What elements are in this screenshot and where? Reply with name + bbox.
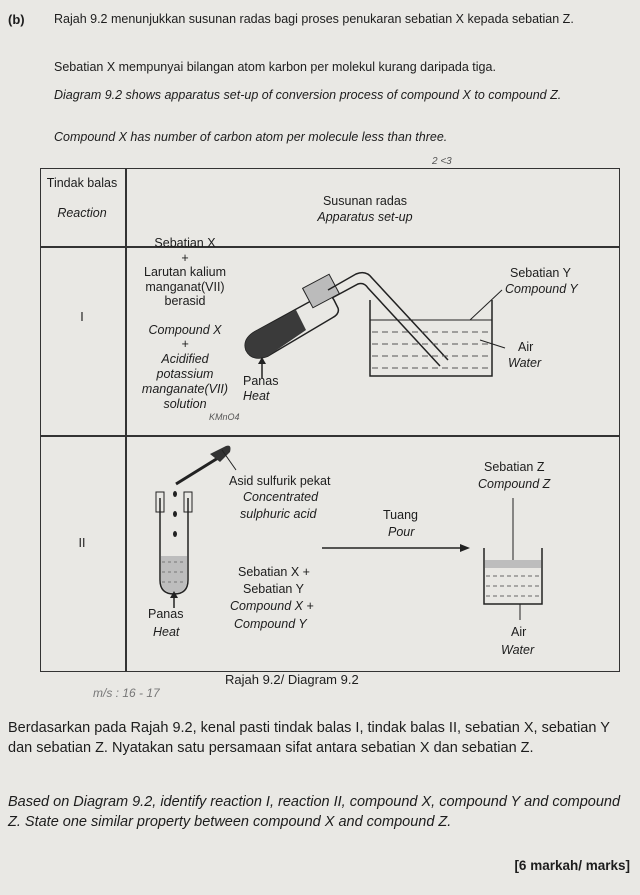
intro-english: Diagram 9.2 shows apparatus set-up of conversion process of compound X to compound Z.: [54, 88, 562, 102]
row1-water-ms: Air: [518, 340, 534, 354]
dropper-icon: [176, 446, 236, 484]
row2-product-en: Compound Z: [478, 477, 551, 491]
row1-handwritten: KMnO4: [209, 412, 240, 422]
row2-pour-en: Pour: [388, 525, 415, 539]
row2-product-ms: Sebatian Z: [484, 460, 545, 474]
row1-water-en: Water: [508, 356, 542, 370]
row2-mix-en-a: Compound X +: [230, 599, 314, 613]
row1-reagent-en-b: Acidified: [161, 352, 209, 366]
row1-reagent-ms-a: Sebatian X: [154, 236, 216, 250]
row1-reagent-en-plus: +: [181, 337, 189, 351]
row2-acid-ms: Asid sulfurik pekat: [229, 474, 331, 488]
row1-reagent-ms-b: Larutan kalium: [144, 265, 226, 279]
row1-product-ms: Sebatian Y: [510, 266, 571, 280]
row2-acid-en-a: Concentrated: [243, 490, 319, 504]
row2-water-ms: Air: [511, 625, 527, 639]
row1-heat-en: Heat: [243, 389, 270, 403]
row2-heat-ms: Panas: [148, 607, 184, 621]
delivery-tube-icon: [328, 273, 448, 366]
row1-product-en: Compound Y: [505, 282, 578, 296]
row2-acid-en-b: sulphuric acid: [240, 507, 317, 521]
row1-reagent-en-c: potassium: [156, 367, 214, 381]
test-tube-icon: [156, 492, 192, 594]
row2-pour-ms: Tuang: [383, 508, 418, 522]
handwritten-scribble: m/s : 16 - 17: [93, 686, 160, 700]
row2-mix-ms-b: Sebatian Y: [243, 582, 304, 596]
drops-icon: [173, 491, 177, 537]
row1-reagent-en-a: Compound X: [148, 323, 222, 337]
header-apparatus-malay: Susunan radas: [322, 194, 408, 208]
handwritten-note: 2 <3: [432, 156, 452, 167]
pour-arrow-icon: [322, 544, 470, 552]
intro-malay: Rajah 9.2 menunjukkan susunan radas bagi proses penukaran sebatian X kepada sebatian Z.: [54, 12, 574, 26]
heat-arrow-icon: [258, 357, 266, 378]
row1-reagent-en-e: solution: [163, 397, 207, 411]
row1-label: I: [80, 310, 84, 324]
row1-reagent-ms-plus: +: [181, 251, 189, 265]
row1-reagent-ms-c: manganat(VII): [145, 280, 225, 294]
row1-heat-ms: Panas: [243, 374, 279, 388]
question-number: (b): [8, 12, 25, 27]
row2-heat-en: Heat: [153, 625, 180, 639]
intro-malay-2: Sebatian X mempunyai bilangan atom karbon per molekul kurang daripada tiga.: [54, 60, 496, 74]
row2-label: II: [78, 536, 86, 550]
row2-water-en: Water: [501, 643, 535, 657]
beaker-icon: [484, 498, 542, 620]
header-reaction-english: Reaction: [57, 206, 107, 220]
boiling-tube-icon: [245, 274, 339, 358]
header-reaction-malay: Tindak balas: [46, 176, 118, 190]
row1-reagent-ms-d: berasid: [164, 294, 206, 308]
figure-caption: Rajah 9.2/ Diagram 9.2: [225, 672, 359, 687]
task-english: Based on Diagram 9.2, identify reaction I, reaction II, compound X, compound Y and compound Z. State one similar property between compound X and compound Z.: [8, 794, 621, 830]
row2-mix-ms-a: Sebatian X +: [238, 565, 310, 579]
marks-label: [6 markah/ marks]: [514, 858, 630, 873]
task-malay: Berdasarkan pada Rajah 9.2, kenal pasti tindak balas I, tindak balas II, sebatian X, sebatian Y dan sebatian Z. Nyatakan satu persamaan sifat antara sebatian X dan sebatian Z.: [8, 720, 610, 756]
row1-reagent-en-d: manganate(VII): [141, 382, 229, 396]
row2-mix-en-b: Compound Y: [234, 617, 307, 631]
header-apparatus-english: Apparatus set-up: [317, 210, 413, 224]
intro-english-2: Compound X has number of carbon atom per molecule less than three.: [54, 130, 448, 144]
